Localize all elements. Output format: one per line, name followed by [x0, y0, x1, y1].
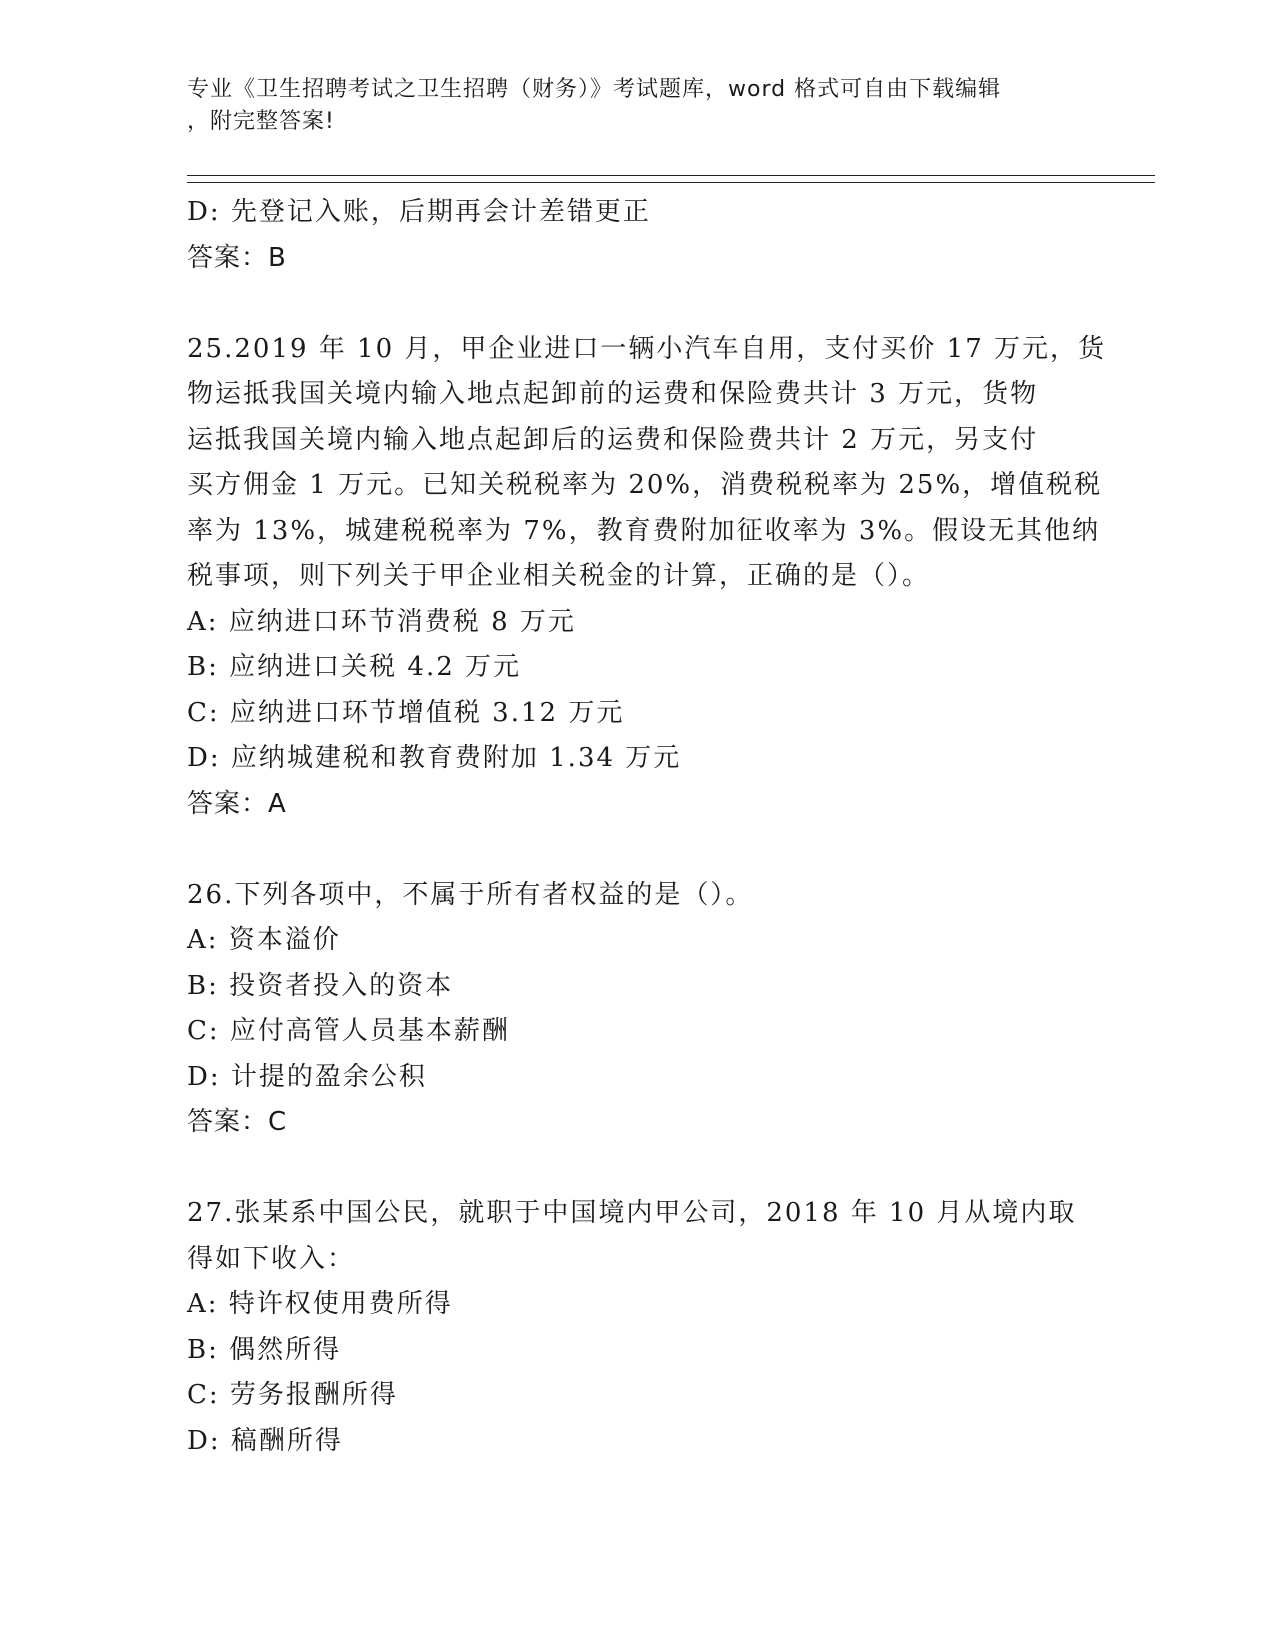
question-25: [187, 327, 1107, 828]
question-26: [187, 873, 1087, 1146]
option-a: A: 特许权使用费所得: [187, 1289, 453, 1319]
option-d: D: 先登记入账，后期再会计差错更正: [187, 197, 651, 227]
page-header: [187, 74, 1087, 138]
spacer: [187, 827, 1087, 873]
option-b: B: 应纳进口关税 4.2 万元: [187, 652, 522, 682]
option-c: C: 应纳进口环节增值税 3.12 万元: [187, 697, 625, 728]
answer: 答案：B: [187, 242, 287, 273]
answer: 答案：C: [187, 1107, 288, 1137]
question-stem-line: 物运抵我国关境内输入地点起卸前的运费和保险费共计 3 万元，货物: [187, 379, 1039, 409]
question-stem-line: 运抵我国关境内输入地点起卸后的运费和保险费共计 2 万元，另支付: [187, 424, 1039, 455]
header-line-1: 专业《卫生招聘考试之卫生招聘（财务）》考试题库，word 格式可自由下载编辑: [187, 77, 1002, 102]
question-stem-line: 27.张某系中国公民，就职于中国境内甲公司，2018 年 10 月从境内取: [187, 1198, 1077, 1228]
option-c: C: 劳务报酬所得: [187, 1380, 398, 1410]
question-stem-line: 26.下列各项中，不属于所有者权益的是（）。: [187, 879, 754, 910]
header-divider-bottom: [187, 182, 1155, 183]
option-d: D: 应纳城建税和教育费附加 1.34 万元: [187, 743, 682, 773]
option-b: B: 偶然所得: [187, 1334, 342, 1365]
header-divider-top: [187, 175, 1155, 176]
question-content: [187, 190, 1107, 1464]
question-stem-line: 税事项，则下列关于甲企业相关税金的计算，正确的是（）。: [187, 561, 931, 591]
option-d: D: 稿酬所得: [187, 1425, 343, 1456]
previous-question-tail: [187, 190, 1087, 281]
question-stem-line: 得如下收入：: [187, 1243, 356, 1274]
question-stem-line: 25.2019 年 10 月，甲企业进口一辆小汽车自用，支付买价 17 万元，货: [187, 333, 1107, 364]
option-d: D: 计提的盈余公积: [187, 1061, 427, 1092]
answer: 答案：A: [187, 788, 287, 819]
option-c: C: 应付高管人员基本薪酬: [187, 1016, 510, 1046]
option-a: A: 资本溢价: [187, 925, 341, 955]
option-b: B: 投资者投入的资本: [187, 970, 454, 1001]
question-27: [187, 1191, 1087, 1464]
question-stem-line: 买方佣金 1 万元。已知关税税率为 20%，消费税税率为 25%，增值税税: [187, 470, 1103, 500]
spacer: [187, 281, 1087, 327]
spacer: [187, 1146, 1087, 1192]
option-a: A: 应纳进口环节消费税 8 万元: [187, 606, 576, 637]
header-line-2: ，附完整答案!: [187, 109, 335, 134]
question-stem-line: 率为 13%，城建税税率为 7%，教育费附加征收率为 3%。假设无其他纳: [187, 515, 1101, 546]
